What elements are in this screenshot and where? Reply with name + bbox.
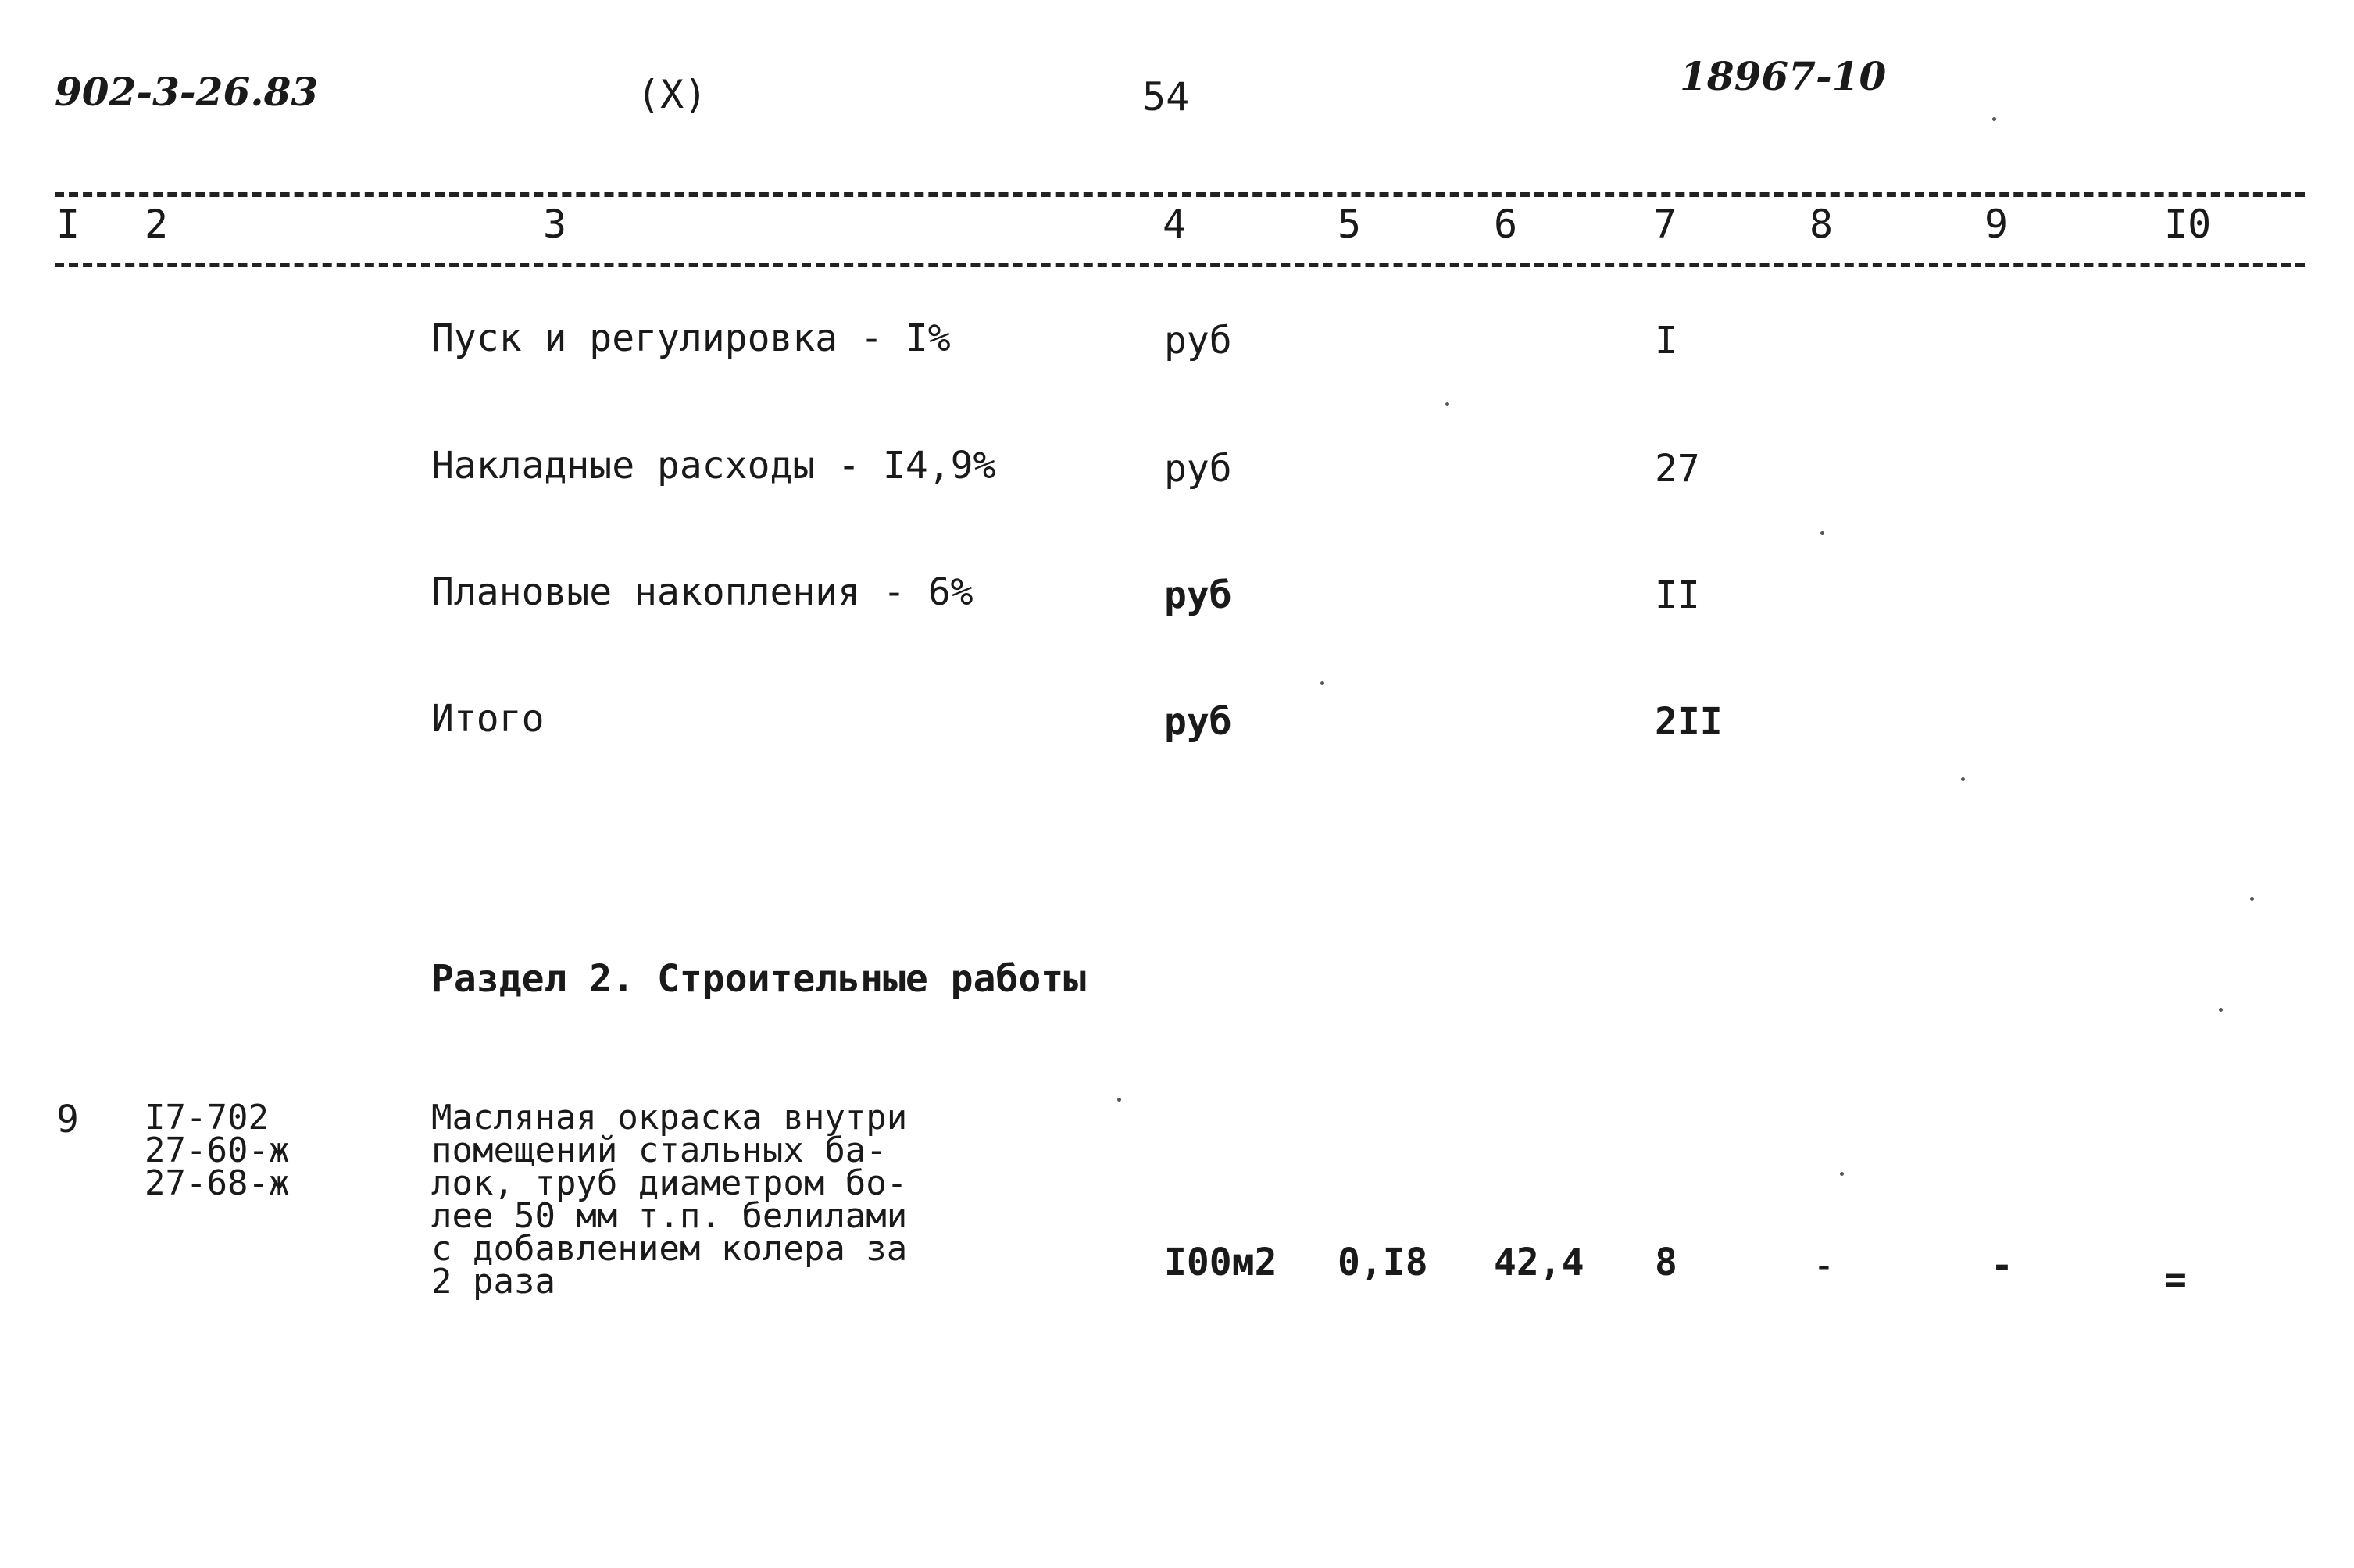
marker: (X) bbox=[637, 72, 708, 117]
item-desc-line: помещений стальных ба- bbox=[431, 1130, 887, 1170]
row-value: 27 bbox=[1655, 447, 1700, 491]
scan-speck bbox=[1320, 681, 1324, 685]
item-number: 9 bbox=[56, 1098, 79, 1141]
bottom-dashed-rule bbox=[55, 263, 2305, 267]
item-desc-line: Масляная окраска внутри bbox=[431, 1098, 908, 1138]
scan-speck bbox=[1445, 402, 1449, 406]
item-code: 27-60-ж bbox=[145, 1130, 290, 1170]
scan-speck bbox=[1820, 531, 1824, 535]
scan-speck bbox=[1117, 1098, 1121, 1102]
col-3: 3 bbox=[543, 202, 567, 247]
row-unit: руб bbox=[1164, 573, 1232, 617]
row-name: Пуск и регулировка - I% bbox=[431, 316, 951, 360]
section-heading: Раздел 2. Строительные работы bbox=[431, 957, 1087, 1001]
row-value: I bbox=[1655, 319, 1677, 363]
scan-speck bbox=[1992, 117, 1996, 121]
item-code: 27-68-ж bbox=[145, 1163, 290, 1203]
item-quantity: 0,I8 bbox=[1338, 1241, 1428, 1284]
item-desc-line: с добавлением колера за bbox=[431, 1229, 908, 1269]
document-code: 902-3-26.83 bbox=[55, 69, 319, 115]
item-col10: = bbox=[2164, 1258, 2187, 1302]
col-2: 2 bbox=[145, 202, 169, 247]
col-6: 6 bbox=[1494, 202, 1518, 247]
inventory-number: 18967-10 bbox=[1680, 53, 1887, 99]
item-desc-line: 2 раза bbox=[431, 1262, 555, 1302]
col-8: 8 bbox=[1809, 202, 1834, 247]
row-unit: руб bbox=[1164, 700, 1232, 744]
scan-speck bbox=[1840, 1172, 1844, 1176]
item-col8: - bbox=[1813, 1244, 1835, 1288]
row-value: II bbox=[1655, 573, 1700, 617]
col-9: 9 bbox=[1984, 202, 2009, 247]
item-total: 8 bbox=[1655, 1241, 1677, 1284]
scan-speck bbox=[2250, 897, 2254, 901]
page-number: 54 bbox=[1142, 74, 1190, 120]
item-desc-line: лок, труб диаметром бо- bbox=[431, 1163, 908, 1203]
row-name: Накладные расходы - I4,9% bbox=[431, 444, 996, 488]
col-1: I bbox=[56, 202, 80, 247]
item-code: I7-702 bbox=[145, 1098, 269, 1138]
col-7: 7 bbox=[1653, 202, 1677, 247]
row-name: Плановые накопления - 6% bbox=[431, 570, 973, 614]
col-10: I0 bbox=[2164, 202, 2212, 247]
scan-speck bbox=[2219, 1008, 2223, 1012]
col-4: 4 bbox=[1163, 202, 1187, 247]
top-dashed-rule bbox=[55, 192, 2305, 197]
row-name-total: Итого bbox=[431, 697, 545, 741]
item-desc-line: лее 50 мм т.п. белилами bbox=[431, 1196, 908, 1236]
item-col9: - bbox=[1991, 1244, 2013, 1288]
item-price: 42,4 bbox=[1494, 1241, 1584, 1284]
row-value-total: 2II bbox=[1655, 700, 1723, 744]
row-unit: руб bbox=[1164, 447, 1232, 491]
item-unit: I00м2 bbox=[1164, 1241, 1277, 1284]
scan-speck bbox=[1961, 777, 1965, 781]
row-unit: руб bbox=[1164, 319, 1232, 363]
col-5: 5 bbox=[1338, 202, 1362, 247]
